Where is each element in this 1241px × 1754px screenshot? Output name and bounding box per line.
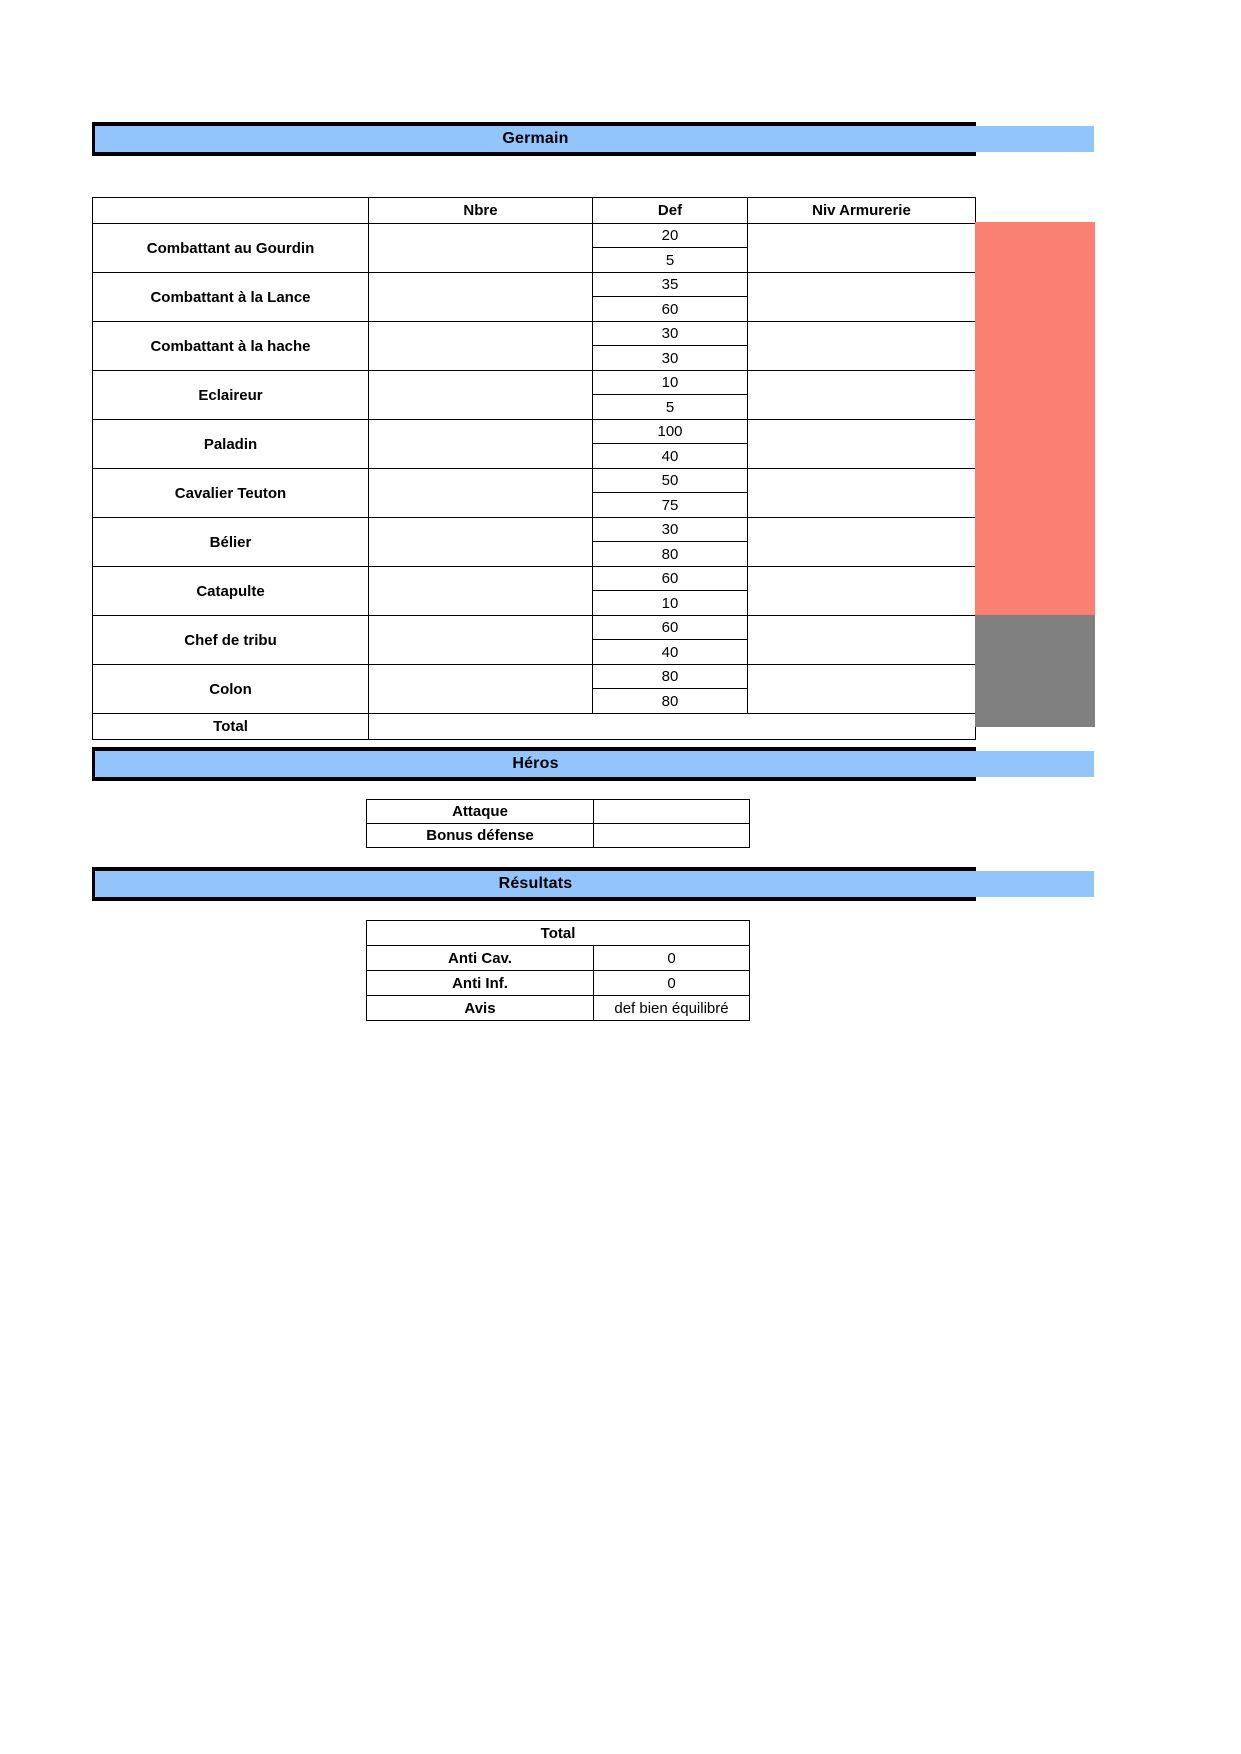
table-row	[367, 971, 750, 996]
unit-def-anti-cav: 5	[593, 248, 748, 273]
units-table-header-row	[93, 198, 976, 224]
unit-armurerie-input[interactable]	[748, 518, 976, 567]
results-avis-label: Avis	[367, 996, 594, 1021]
section-banner-resultats	[92, 867, 1094, 901]
results-anti-cav-value: 0	[594, 946, 750, 971]
total-label: Total	[93, 714, 369, 740]
banner-tail-germain	[976, 126, 1094, 152]
table-row	[93, 665, 976, 689]
unit-nbre-input[interactable]	[369, 665, 593, 714]
results-table	[366, 920, 750, 1021]
unit-def-anti-inf: 10	[593, 371, 748, 395]
hero-attaque-label: Attaque	[367, 800, 594, 824]
unit-nbre-input[interactable]	[369, 616, 593, 665]
hero-attaque-input[interactable]	[594, 800, 750, 824]
unit-def-anti-cav: 75	[593, 493, 748, 518]
unit-armurerie-input[interactable]	[748, 273, 976, 322]
unit-nbre-input[interactable]	[369, 567, 593, 616]
results-total-header: Total	[367, 921, 750, 946]
section-banner-heros	[92, 747, 1094, 781]
table-row	[93, 420, 976, 444]
table-row	[93, 469, 976, 493]
unit-def-anti-cav: 10	[593, 591, 748, 616]
results-avis-value: def bien équilibré	[594, 996, 750, 1021]
banner-tail-heros	[976, 751, 1094, 777]
unit-def-anti-inf: 80	[593, 665, 748, 689]
section-title-heros: Héros	[512, 755, 559, 772]
table-row	[93, 224, 976, 248]
unit-nbre-input[interactable]	[369, 518, 593, 567]
unit-label: Bélier	[93, 518, 369, 567]
unit-label: Cavalier Teuton	[93, 469, 369, 518]
unit-def-anti-inf: 30	[593, 322, 748, 346]
unit-nbre-input[interactable]	[369, 371, 593, 420]
total-row-overflow-gray	[975, 701, 1095, 727]
unit-label: Chef de tribu	[93, 616, 369, 665]
banner-tail-resultats	[976, 871, 1094, 897]
unit-label: Catapulte	[93, 567, 369, 616]
results-anti-inf-label: Anti Inf.	[367, 971, 594, 996]
unit-label: Eclaireur	[93, 371, 369, 420]
unit-def-anti-cav: 80	[593, 689, 748, 714]
unit-armurerie-input[interactable]	[748, 469, 976, 518]
table-row	[93, 371, 976, 395]
unit-def-anti-inf: 60	[593, 567, 748, 591]
unit-def-anti-inf: 35	[593, 273, 748, 297]
unit-nbre-input[interactable]	[369, 322, 593, 371]
table-row	[93, 322, 976, 346]
table-row	[367, 946, 750, 971]
banner-body-heros	[92, 747, 976, 781]
unit-armurerie-disabled	[748, 665, 976, 714]
table-row	[367, 824, 750, 848]
unit-armurerie-input[interactable]	[748, 224, 976, 273]
table-row	[93, 518, 976, 542]
unit-def-anti-inf: 30	[593, 518, 748, 542]
header-unit-name	[93, 198, 369, 224]
unit-label: Paladin	[93, 420, 369, 469]
unit-armurerie-disabled	[748, 616, 976, 665]
unit-label: Combattant à la hache	[93, 322, 369, 371]
unit-label: Combattant à la Lance	[93, 273, 369, 322]
unit-nbre-input[interactable]	[369, 469, 593, 518]
unit-def-anti-inf: 50	[593, 469, 748, 493]
section-banner-germain	[92, 122, 1094, 156]
unit-nbre-input[interactable]	[369, 224, 593, 273]
table-row	[93, 616, 976, 640]
unit-armurerie-input[interactable]	[748, 371, 976, 420]
unit-def-anti-cav: 60	[593, 297, 748, 322]
unit-def-anti-cav: 5	[593, 395, 748, 420]
unit-def-anti-inf: 100	[593, 420, 748, 444]
unit-armurerie-input[interactable]	[748, 420, 976, 469]
table-row	[367, 800, 750, 824]
unit-armurerie-input[interactable]	[748, 322, 976, 371]
banner-body-germain	[92, 122, 976, 156]
header-def: Def	[593, 198, 748, 224]
hero-bonus-defense-label: Bonus défense	[367, 824, 594, 848]
hero-bonus-defense-input[interactable]	[594, 824, 750, 848]
unit-def-anti-inf: 20	[593, 224, 748, 248]
table-row	[367, 996, 750, 1021]
total-value-disabled	[369, 714, 976, 740]
header-nbre: Nbre	[369, 198, 593, 224]
unit-def-anti-cav: 30	[593, 346, 748, 371]
table-row	[93, 273, 976, 297]
unit-def-anti-cav: 40	[593, 640, 748, 665]
units-table-total-row	[93, 714, 976, 740]
armurerie-overflow-red	[975, 222, 1095, 615]
results-anti-cav-label: Anti Cav.	[367, 946, 594, 971]
unit-def-anti-cav: 80	[593, 542, 748, 567]
header-niv-armurerie: Niv Armurerie	[748, 198, 976, 224]
unit-label: Combattant au Gourdin	[93, 224, 369, 273]
units-table	[92, 197, 976, 740]
armurerie-overflow-gray	[975, 615, 1095, 701]
unit-def-anti-cav: 40	[593, 444, 748, 469]
banner-body-resultats	[92, 867, 976, 901]
hero-table	[366, 799, 750, 848]
results-total-header-row	[367, 921, 750, 946]
section-title-resultats: Résultats	[498, 875, 573, 892]
unit-nbre-input[interactable]	[369, 420, 593, 469]
results-anti-inf-value: 0	[594, 971, 750, 996]
unit-label: Colon	[93, 665, 369, 714]
section-title-germain: Germain	[502, 130, 569, 147]
unit-nbre-input[interactable]	[369, 273, 593, 322]
unit-armurerie-input[interactable]	[748, 567, 976, 616]
unit-def-anti-inf: 60	[593, 616, 748, 640]
table-row	[93, 567, 976, 591]
